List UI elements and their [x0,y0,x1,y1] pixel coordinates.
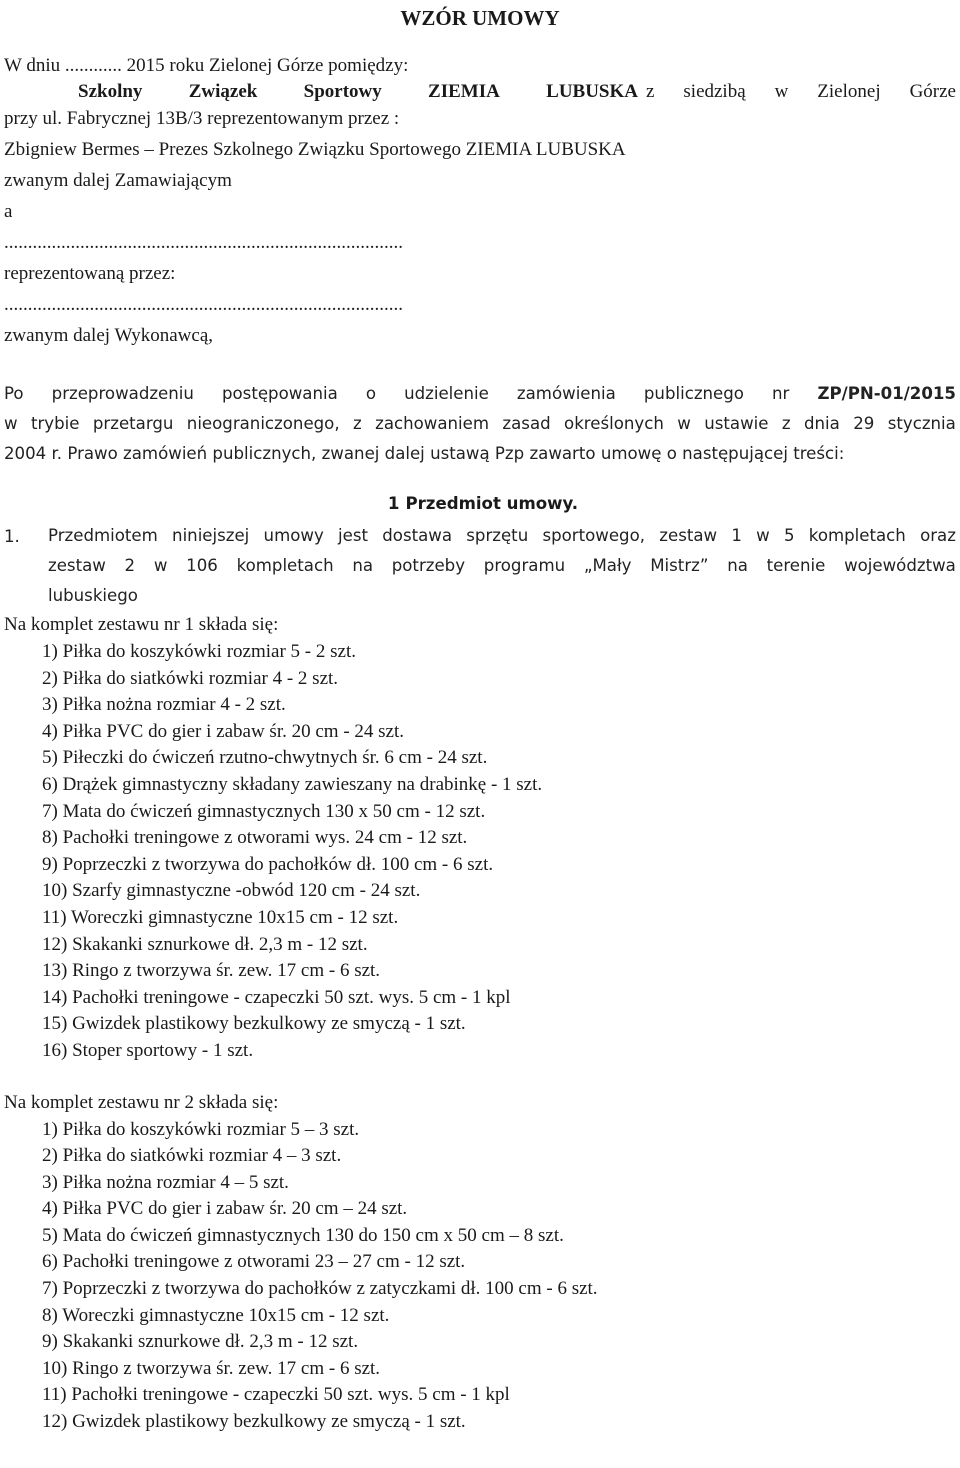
clause-word: sprzętu [466,526,529,545]
party1-seat-word: siedzibą [683,81,746,102]
list-item: 6) Pachołki treningowe z otworami 23 – 27 cm - 12 szt. [42,1251,466,1273]
list-item: 1) Piłka do koszykówki rozmiar 5 – 3 szt. [42,1118,360,1140]
party1-name-word: Szkolny [78,81,143,102]
clause-word: na [352,556,374,575]
party1-address: przy ul. Fabrycznej 13B/3 reprezentowanym przez : [4,108,400,129]
section-symbol: 1 [387,494,400,513]
party1-seat-word: Górze [909,81,956,102]
set2-items [4,1117,956,1436]
list-item: 16) Stoper sportowy - 1 szt. [42,1039,254,1061]
clause-word: Mistrz” [650,556,709,575]
procurement-reference: ZP/PN-01/2015 [817,384,956,403]
list-item: 5) Mata do ćwiczeń gimnastycznych 130 do 150 cm x 50 cm – 8 szt. [42,1224,564,1246]
list-item: 8) Woreczki gimnastyczne 10x15 cm - 12 szt. [42,1304,390,1326]
clause-word: 1 [731,526,742,545]
party1-name [78,81,638,103]
party1-name-word: Związek [188,81,258,102]
clause-number: 1. [4,527,20,546]
list-item: 7) Mata do ćwiczeń gimnastycznych 130 x 50 cm - 12 szt. [42,800,486,822]
list-item: 13) Ringo z tworzywa śr. zew. 17 cm - 6 szt. [42,960,381,982]
recital-word: z [353,414,362,433]
clause-word: „Mały [583,556,632,575]
clause-word: zestaw [659,526,718,545]
recital-word: zachowaniem [375,414,490,433]
list-item: 6) Drążek gimnastyczny składany zawieszany na drabinkę - 1 szt. [42,773,543,795]
section-heading [4,489,956,519]
list-item: 12) Skakanki sznurkowe dł. 2,3 m - 12 szt. [42,933,368,955]
list-item: 10) Szarfy gimnastyczne -obwód 120 cm - 24 szt. [42,880,421,902]
party1-seat-word: w [774,81,789,102]
clause-word: kompletach [236,556,334,575]
clause-word: na [727,556,748,575]
list-item: 2) Piłka do siatkówki rozmiar 4 – 3 szt. [42,1145,342,1167]
clause-word: w [153,556,168,575]
list-item: 14) Pachołki treningowe - czapeczki 50 szt. wys. 5 cm - 1 kpl [42,986,511,1008]
clause-word: 5 [783,526,795,545]
list-item: 3) Piłka nożna rozmiar 4 - 2 szt. [42,694,286,716]
list-item: 5) Piłeczki do ćwiczeń rzutno-chwytnych śr. 6 cm - 24 szt. [42,747,488,769]
recital-word: zasad [502,414,551,433]
recital-word: przeprowadzeniu [51,384,194,403]
clause-word: dostawa [382,526,453,545]
clause-word: 2 [124,556,136,575]
list-item: 3) Piłka nożna rozmiar 4 – 5 szt. [42,1171,289,1193]
set1-heading: Na komplet zestawu nr 1 składa się: [4,614,279,635]
clause-word: jest [338,526,369,545]
recital-word: dnia [803,414,840,433]
list-item: 11) Woreczki gimnastyczne 10x15 cm - 12 szt. [42,906,399,928]
party1-representative: Zbigniew Bermes – Prezes Szkolnego Związku Sportowego ZIEMIA LUBUSKA [4,139,626,160]
clause-word: w [756,526,770,545]
clause-word: programu [483,556,566,575]
party1-name-word: LUBUSKA [546,81,638,102]
recital-word: postępowania [222,384,338,403]
recital-word: ustawie [704,414,769,433]
party1-seat [646,81,956,103]
list-item: 7) Poprzeczki z tworzywa do pachołków z zatyczkami dł. 100 cm - 6 szt. [42,1278,598,1300]
clause-word: terenie [766,556,826,575]
recital-line-1 [4,379,956,409]
list-item: 2) Piłka do siatkówki rozmiar 4 - 2 szt. [42,667,339,689]
document-title: WZÓR UMOWY [400,6,560,30]
list-item: 4) Piłka PVC do gier i zabaw śr. 20 cm - 24 szt. [42,720,405,742]
list-item: 11) Pachołki treningowe - czapeczki 50 szt. wys. 5 cm - 1 kpl [42,1384,510,1406]
clause-word: potrzeby [391,556,466,575]
recital-word: w [4,414,18,433]
recital-word: stycznia [887,414,956,433]
clause-word: 106 [186,556,218,575]
list-item: 10) Ringo z tworzywa śr. zew. 17 cm - 6 szt. [42,1357,381,1379]
recital-word: 29 [853,414,875,433]
list-item: 9) Skakanki sznurkowe dł. 2,3 m - 12 szt. [42,1331,359,1353]
clause-word: kompletach [808,526,906,545]
party1-line [4,81,956,103]
recital-line-2 [4,409,956,439]
clause-line-1 [48,521,956,551]
recital-word: publicznego [643,384,744,403]
party1-seat-word: z [646,81,655,102]
list-item: 8) Pachołki treningowe z otworami wys. 24 cm - 12 szt. [42,827,468,849]
clause-word: województwa [844,556,956,575]
recital-word: nr [772,384,790,403]
recital-word: o [365,384,377,403]
section-title: Przedmiot umowy. [405,494,579,513]
party1-name-word: ZIEMIA [428,81,500,102]
list-item: 12) Gwizdek plastikowy bezkulkowy ze smyczą - 1 szt. [42,1411,466,1433]
recital-word: przetargu [92,414,174,433]
clause-word: sportowego, [542,526,646,545]
clause-line-3: lubuskiego [48,586,138,605]
recital-word: udzielenie [404,384,489,403]
clause-body [48,521,956,611]
list-item: 15) Gwizdek plastikowy bezkulkowy ze smyczą - 1 szt. [42,1013,466,1035]
list-item: 4) Piłka PVC do gier i zabaw śr. 20 cm – 24 szt. [42,1198,408,1220]
clause-word: niniejszej [172,526,250,545]
party1-alias: zwanym dalej Zamawiającym [4,170,232,191]
intro-date-line: W dniu ............ 2015 roku Zielonej Górze pomiędzy: [4,55,409,76]
list-item: 1) Piłka do koszykówki rozmiar 5 - 2 szt. [42,641,356,662]
clause-1 [4,521,956,611]
recital-word: trybie [30,414,80,433]
recital-word: w [677,414,691,433]
recital-word: określonych [564,414,664,433]
clause-word: Przedmiotem [48,526,158,545]
recital-word: nieograniczonego, [186,414,340,433]
set1-items [4,639,956,1065]
party2-placeholder: .................................................................................... [4,232,403,253]
conjunction: a [4,201,13,222]
party2-rep-placeholder: .................................................................................... [4,294,403,315]
recital-word: zamówienia [516,384,616,403]
list-item: 9) Poprzeczki z tworzywa do pachołków dł. 100 cm - 6 szt. [42,853,494,875]
clause-word: oraz [920,526,956,545]
recital [4,379,956,469]
party2-represented-by: reprezentowaną przez: [4,263,176,284]
document-page [4,0,956,1436]
set2-heading: Na komplet zestawu nr 2 składa się: [4,1091,279,1113]
party1-name-word: Sportowy [303,81,382,102]
clause-line-2 [48,551,956,581]
clause-word: zestaw [48,556,106,575]
clause-word: umowy [263,526,324,545]
party1-seat-word: Zielonej [817,81,881,102]
recital-line-3: 2004 r. Prawo zamówień publicznych, zwanej dalej ustawą Pzp zawarto umowę o następującej treści: [4,444,845,463]
recital-word: z [781,414,791,433]
recital-word: Po [4,384,24,403]
party2-alias: zwanym dalej Wykonawcą, [4,325,214,346]
